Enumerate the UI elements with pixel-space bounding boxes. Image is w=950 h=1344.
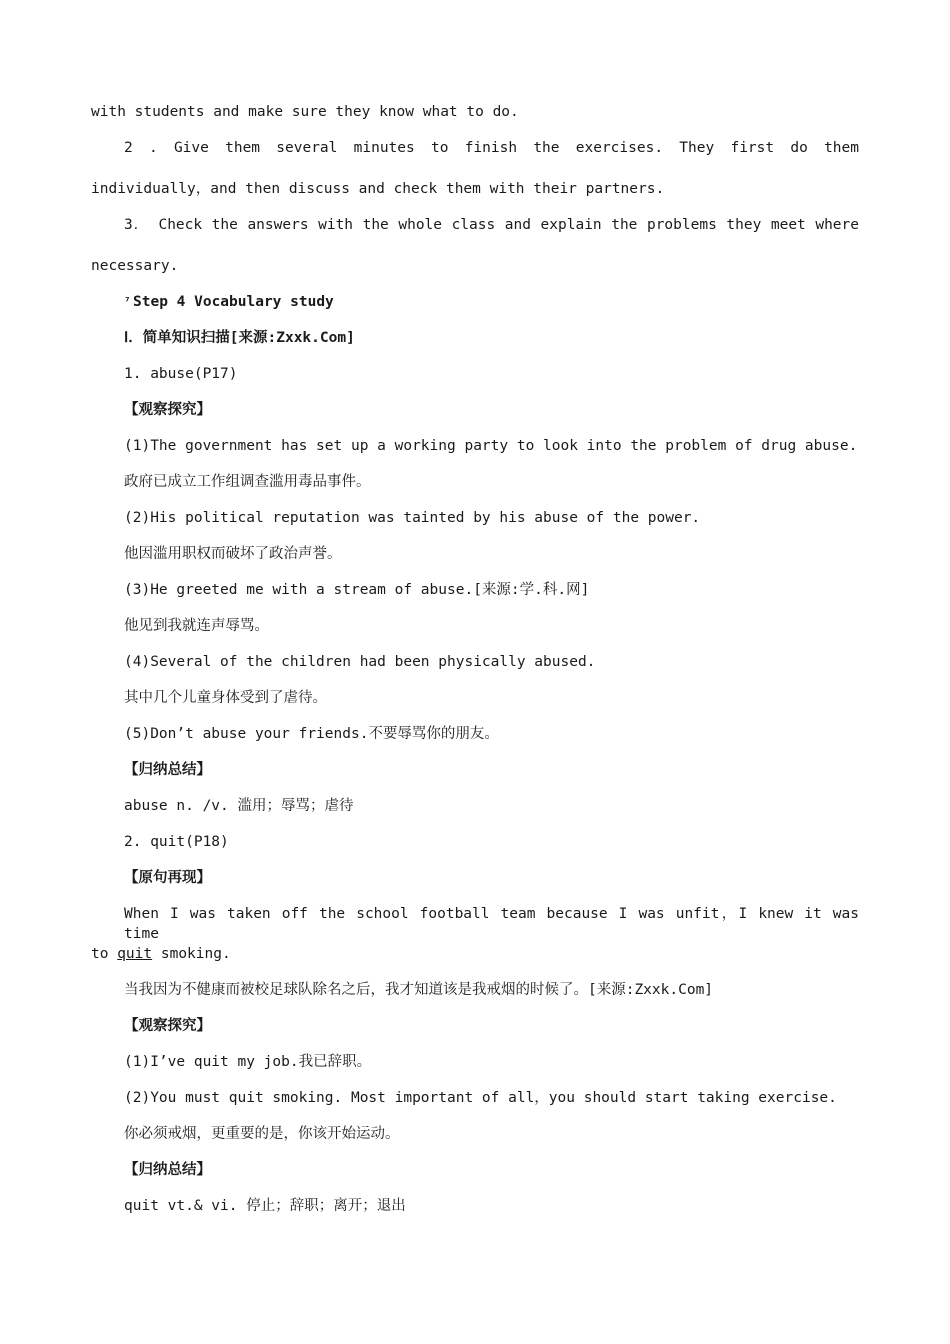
original-translation: 当我因为不健康而被校足球队除名之后，我才知道该是我戒烟的时候了。[来源:Zxxk.Com] (124, 982, 714, 998)
example-sentence: (1)I’ve quit my job.我已辞职。 (124, 1054, 372, 1070)
section-heading (124, 292, 334, 312)
example-sentence: (2)His political reputation was tainted by his abuse of the power. (124, 510, 701, 526)
example-translation: 他因滥用职权而破坏了政治声誉。 (124, 546, 342, 562)
example-translation: 政府已成立工作组调查滥用毒品事件。 (124, 474, 371, 490)
paragraph-line: necessary. (91, 258, 179, 274)
example-sentence: (3)He greeted me with a stream of abuse.[来源:学.科.网] (124, 582, 590, 598)
subsection-heading: Ⅰ．简单知识扫描[来源:Zxxk.Com] (124, 330, 355, 346)
definition: abuse n. /v. 滥用；辱骂；虐待 (124, 798, 354, 814)
definition: quit vt.& vi. 停止；辞职；离开；退出 (124, 1198, 406, 1214)
label-observe: 【观察探究】 (124, 1018, 211, 1034)
section-heading-text: Step 4 Vocabulary study (133, 294, 334, 310)
original-sentence-cont (91, 944, 231, 964)
example-sentence: (1)The government has set up a working party to look into the problem of drug abuse. (124, 438, 858, 454)
example-sentence: (2)You must quit smoking. Most important of all，you should start taking exercise. (124, 1090, 837, 1106)
example-translation: 其中几个儿童身体受到了虐待。 (124, 690, 327, 706)
label-observe: 【观察探究】 (124, 402, 211, 418)
paragraph-line: individually，and then discuss and check them with their partners. (91, 181, 665, 197)
original-sentence: When I was taken off the school football team because I was unfit，I knew it was time (124, 906, 859, 942)
label-summary: 【归纳总结】 (124, 1162, 211, 1178)
bullet-mark: ⁷ (124, 295, 131, 308)
label-summary: 【归纳总结】 (124, 762, 211, 778)
example-sentence: (4)Several of the children had been physically abused. (124, 654, 596, 670)
step-item-3: 3． Check the answers with the whole class and explain the problems they meet where (124, 217, 859, 233)
vocab-item-1: 1. abuse(P17) (124, 366, 238, 382)
vocab-item-2: 2. quit(P18) (124, 834, 229, 850)
example-sentence: (5)Don’t abuse your friends.不要辱骂你的朋友。 (124, 726, 499, 742)
text-span: to (91, 946, 118, 962)
example-translation: 你必须戒烟，更重要的是，你该开始运动。 (124, 1126, 400, 1142)
paragraph-line: with students and make sure they know what to do. (91, 104, 519, 120)
label-original: 【原句再现】 (124, 870, 211, 886)
text-span: smoking. (152, 946, 231, 962)
underlined-word: quit (117, 946, 153, 962)
step-item-2: 2 . Give them several minutes to finish the exercises. They first do them (124, 140, 859, 156)
example-translation: 他见到我就连声辱骂。 (124, 618, 269, 634)
